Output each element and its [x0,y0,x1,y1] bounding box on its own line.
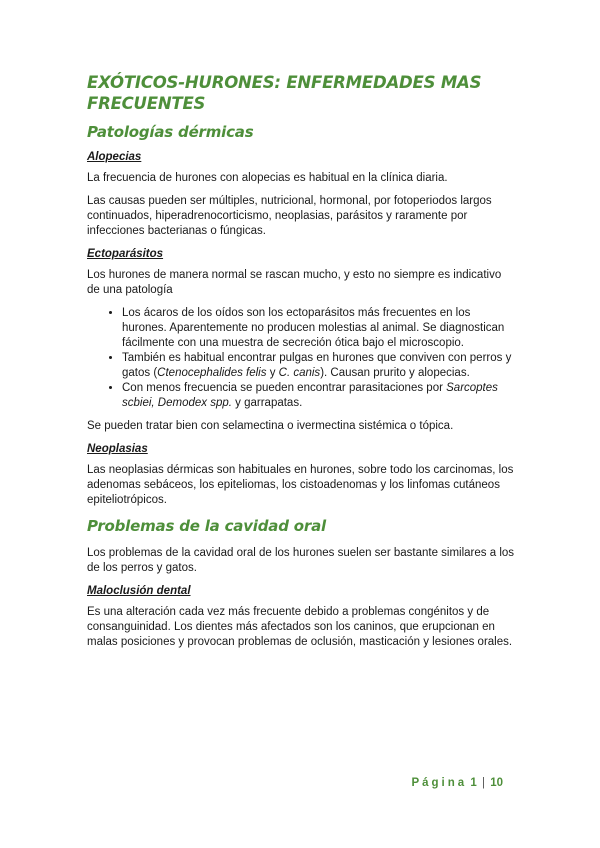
subheading-ectoparasitos: Ectoparásitos [87,248,164,260]
section-heading-cavidad-oral: Problemas de la cavidad oral [87,517,326,535]
paragraph: Los problemas de la cavidad oral de los hurones suelen ser bastante similares a los de los perros y gatos. [87,547,515,574]
species-name: Ctenocephalides felis [157,367,267,379]
list-item: • También es habitual encontrar pulgas en hurones que conviven con perros y gatos (Ctenocephalides felis y C. canis). Causan prurito y alopecias. [122,351,517,381]
document-title: EXÓTICOS-HURONES: ENFERMEDADES MAS FRECUENTES [87,73,482,113]
section-heading-dermicas: Patologías dérmicas [87,123,254,141]
species-name: Demodex spp. [157,397,232,409]
page-footer [411,777,503,789]
paragraph: Es una alteración cada vez más frecuente debido a problemas congénitos y de consanguinidad. Los dientes más afectados son los caninos, que erupcionan en malas posiciones y provocan problemas de oclusión, masticación y lesiones orales. [87,606,513,648]
paragraph: La frecuencia de hurones con alopecias es habitual en la clínica diaria. [87,172,448,184]
footer-separator: | [482,777,485,789]
page-number: 1 [470,777,477,789]
species-name: C. canis [278,367,321,379]
bullet-list [87,306,517,411]
list-item: • Con menos frecuencia se pueden encontrar parasitaciones por Sarcoptes scbiei, Demodex spp. y garrapatas. [122,381,517,411]
species-name: Sarcoptes scbiei [122,382,498,409]
page-label: Página [411,777,468,789]
page-total: 10 [490,777,503,789]
subheading-neoplasias: Neoplasias [87,443,148,455]
subheading-maloclusion: Maloclusión dental [87,585,191,597]
list-item: • Los ácaros de los oídos son los ectoparásitos más frecuentes en los hurones. Aparentemente no producen molestias al animal. Se diagnostican fácilmente con una muestra de secreción ótica bajo el microscopio. [122,306,517,351]
paragraph: Las causas pueden ser múltiples, nutricional, hormonal, por fotoperiodos largos continuados, hiperadrenocorticismo, neoplasias, parásitos y raramente por infecciones bacterianas o fúngicas. [87,195,492,237]
paragraph: Los hurones de manera normal se rascan mucho, y esto no siempre es indicativo de una patología [87,269,502,296]
document-content [87,72,517,658]
subheading-alopecias: Alopecias [87,151,142,163]
paragraph: Las neoplasias dérmicas son habituales en hurones, sobre todo los carcinomas, los adenomas sebáceos, los epiteliomas, los cistoadenomas y los linfomas cutáneos epiteliotrópicos. [87,464,514,506]
paragraph: Se pueden tratar bien con selamectina o ivermectina sistémica o tópica. [87,420,454,432]
